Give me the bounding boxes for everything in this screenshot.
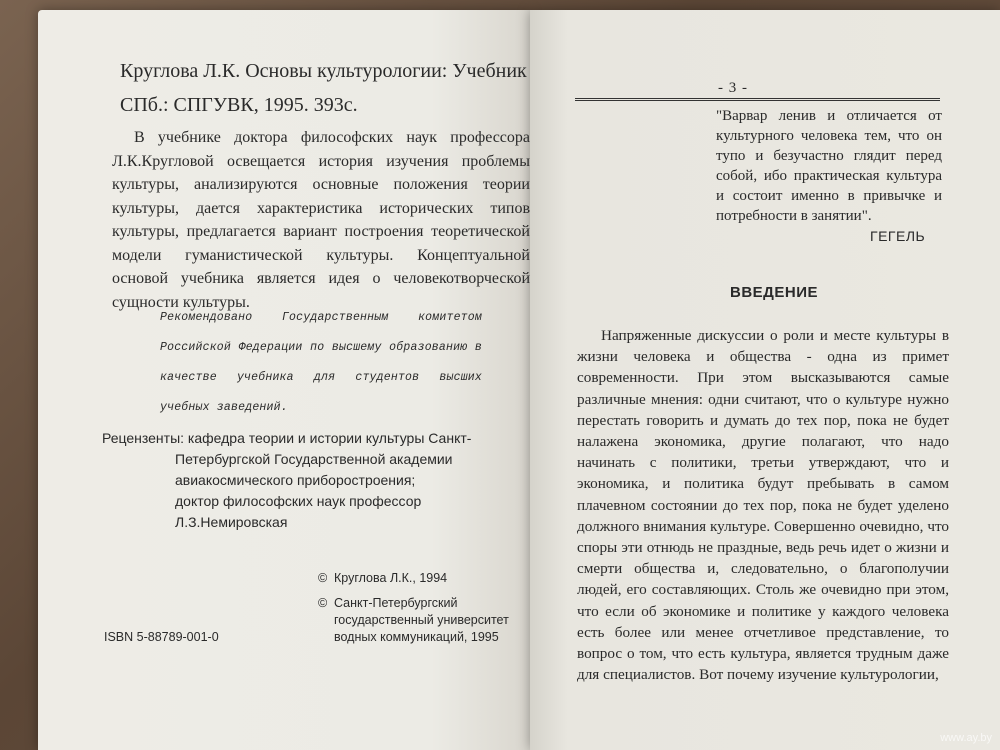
copyright-author <box>318 570 518 587</box>
abstract-paragraph: В учебнике доктора философских наук профессора Л.К.Кругловой освещается история изучения проблемы культуры, анализируются основные положения теории культуры, дается характеристика исторических типов культуры, предлагается вариант построения теоретической модели гуманистической культуры. Концептуальной основой учебника является идея о человекотворческой сущности культуры. <box>112 129 530 311</box>
bibliography-line-2: СПб.: СПГУВК, 1995. 393с. <box>120 94 358 116</box>
copyright-publisher <box>318 595 518 646</box>
reviewers-line-3: авиакосмического приборостроения; <box>175 472 416 488</box>
copyright-publisher-text: Санкт-Петербургский государственный университет водных коммуникаций, 1995 <box>334 596 509 644</box>
reviewers-line-1: Рецензенты: кафедра теории и истории культуры Санкт- <box>102 430 472 446</box>
header-rule <box>575 98 940 101</box>
chapter-heading: ВВЕДЕНИЕ <box>730 284 818 301</box>
introduction-paragraph: Напряженные дискуссии о роли и месте культуры в жизни человека и общества - одна из примет современности. При этом высказываются самые различные мнения: одни считают, что о культуре нужно перестать говорить и думать до тех пор, пока не будет налажена экономика, другие полагают, что надо начинать с политики, третьи утверждают, что и экономика, и политика будут пребывать в самом плачевном состоянии до тех пор, пока не будет уделено должного внимания культуре. Совершенно очевидно, что споры эти отнюдь не праздные, ведь речь идет о жизни и смерти общества и, следовательно, о благополучии людей, его составляющих. Столь же очевидно при этом, что если об экономике и политике у каждого человека есть более или менее отчетливое представление, то вопрос о том, что есть культура, является трудным даже для специалистов. Вот почему изучение культурологии, <box>577 327 949 684</box>
reviewers-line-4: доктор философских наук профессор Л.З.Немировская <box>175 493 422 530</box>
watermark: www.ay.by <box>940 732 992 744</box>
isbn: ISBN 5-88789-001-0 <box>104 630 219 644</box>
copyright-symbol: © <box>318 571 328 585</box>
copyright-author-text: Круглова Л.К., 1994 <box>334 571 448 585</box>
copyright-block <box>318 570 518 654</box>
bibliography <box>120 54 530 122</box>
copyright-symbol: © <box>318 596 328 610</box>
epigraph-author: ГЕГЕЛЬ <box>870 228 926 244</box>
bibliography-line-1: Круглова Л.К. Основы культурологии: Учебник <box>120 60 527 82</box>
reviewers-line-2: Петербургской Государственной академии <box>175 451 453 467</box>
reviewers-block <box>102 428 532 533</box>
epigraph: "Варвар ленив и отличается от культурного человека тем, что он тупо и безучастно глядит перед собой, ибо практическая культура и состоит именно в привычке и потребности в занятии". <box>716 108 942 224</box>
recommendation-note: Рекомендовано Государственным комитетом Российской Федерации по высшему образованию в качестве учебника для студентов высших учебных заведений. <box>160 311 482 414</box>
page-number: - 3 - <box>718 80 748 96</box>
